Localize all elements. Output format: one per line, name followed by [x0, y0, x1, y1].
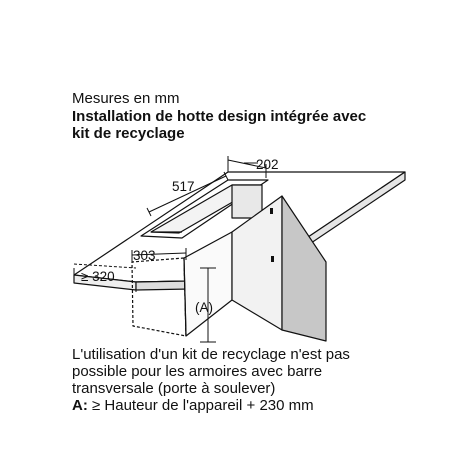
legend-key: A: — [72, 397, 88, 414]
dimension-517: 517 — [172, 179, 195, 194]
units-label: Mesures en mm — [72, 90, 180, 107]
footer-notes — [72, 346, 462, 414]
title-line-2: kit de recyclage — [72, 125, 185, 142]
note-line-1: L'utilisation d'un kit de recyclage n'est pas — [72, 346, 350, 363]
note-line-3: transversale (porte à soulever) — [72, 380, 276, 397]
legend-text: ≥ Hauteur de l'appareil + 230 mm — [87, 397, 314, 414]
note-line-2: possible pour les armoires avec barre — [72, 363, 323, 380]
dimension-a: (A) — [195, 300, 213, 315]
dimension-303: 303 — [133, 248, 156, 263]
dimension-320: ≥ 320 — [81, 269, 115, 284]
title-line-1: Installation de hotte design intégrée avec — [72, 108, 367, 125]
legend-line — [72, 397, 462, 414]
dimension-202: 202 — [256, 157, 279, 172]
